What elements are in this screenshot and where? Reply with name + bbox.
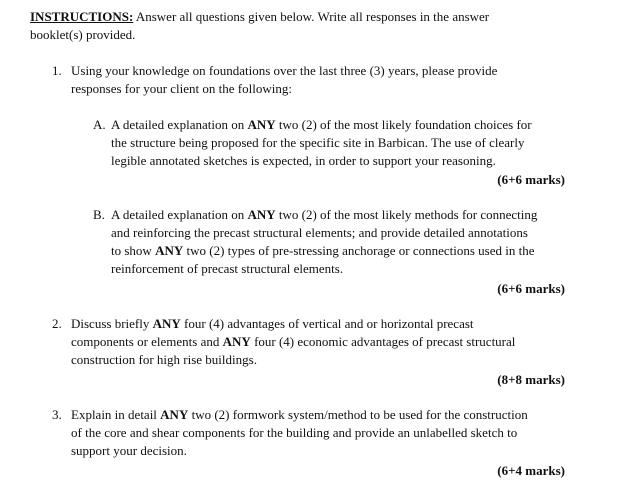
question-2-marks: (8+8 marks) bbox=[497, 372, 565, 387]
question-1a-marks: (6+6 marks) bbox=[497, 172, 565, 187]
question-1a-line-2: the structure being proposed for the specific site in Barbican. The use of clearly bbox=[111, 135, 525, 150]
question-2-line-2 bbox=[71, 333, 515, 351]
q1a-text-post: two (2) of the most likely foundation choices for bbox=[275, 117, 532, 132]
question-3-line-1 bbox=[71, 406, 528, 424]
q1b-l3-pre: to show bbox=[111, 243, 156, 258]
question-2-line-3: construction for high rise buildings. bbox=[71, 352, 257, 367]
question-2-number: 2. bbox=[52, 316, 62, 331]
q1b-any: ANY bbox=[247, 207, 276, 222]
q1a-any: ANY bbox=[247, 117, 276, 132]
question-1-number: 1. bbox=[52, 63, 62, 78]
question-1a-line-1 bbox=[111, 116, 532, 134]
question-1b-line-3 bbox=[111, 242, 535, 260]
q3-text-post: two (2) formwork system/method to be used for the construction bbox=[188, 407, 528, 422]
q3-any: ANY bbox=[160, 407, 189, 422]
q2-l2-pre: components or elements and bbox=[71, 334, 223, 349]
question-3-line-2: of the core and shear components for the building and provide an unlabelled sketch to bbox=[71, 425, 518, 440]
q1a-text-pre: A detailed explanation on bbox=[111, 117, 248, 132]
question-1b-marks: (6+6 marks) bbox=[497, 281, 565, 296]
question-1-line-2: responses for your client on the following: bbox=[71, 81, 292, 96]
q2-text-post: four (4) advantages of vertical and or horizontal precast bbox=[180, 316, 474, 331]
instructions-heading: INSTRUCTIONS: bbox=[30, 9, 134, 24]
q3-text-pre: Explain in detail bbox=[71, 407, 161, 422]
instructions-line-1 bbox=[30, 8, 489, 26]
question-1b-line-1 bbox=[111, 206, 537, 224]
instructions-line-2: booklet(s) provided. bbox=[30, 27, 136, 42]
question-1-line-1: Using your knowledge on foundations over the last three (3) years, please provide bbox=[71, 63, 498, 78]
question-3-marks: (6+4 marks) bbox=[497, 463, 565, 478]
q1b-l3-any: ANY bbox=[155, 243, 184, 258]
instructions-text-1: Answer all questions given below. Write all responses in the answer bbox=[133, 9, 490, 24]
q2-any-2: ANY bbox=[222, 334, 251, 349]
q2-text-pre: Discuss briefly bbox=[71, 316, 153, 331]
question-1b-line-2: and reinforcing the precast structural elements; and provide detailed annotations bbox=[111, 225, 528, 240]
q1b-text-pre: A detailed explanation on bbox=[111, 207, 248, 222]
q1b-text-post: two (2) of the most likely methods for connecting bbox=[275, 207, 538, 222]
question-3-line-3: support your decision. bbox=[71, 443, 187, 458]
question-2-line-1 bbox=[71, 315, 474, 333]
q2-l2-post: four (4) economic advantages of precast structural bbox=[250, 334, 516, 349]
question-3-number: 3. bbox=[52, 407, 62, 422]
q1b-l3-post: two (2) types of pre-stressing anchorage or connections used in the bbox=[183, 243, 535, 258]
question-1a-line-3: legible annotated sketches is expected, in order to support your reasoning. bbox=[111, 153, 496, 168]
question-1b-line-4: reinforcement of precast structural elements. bbox=[111, 261, 344, 276]
question-1b-letter: B. bbox=[93, 207, 105, 222]
q2-any-1: ANY bbox=[152, 316, 181, 331]
question-1a-letter: A. bbox=[93, 117, 106, 132]
